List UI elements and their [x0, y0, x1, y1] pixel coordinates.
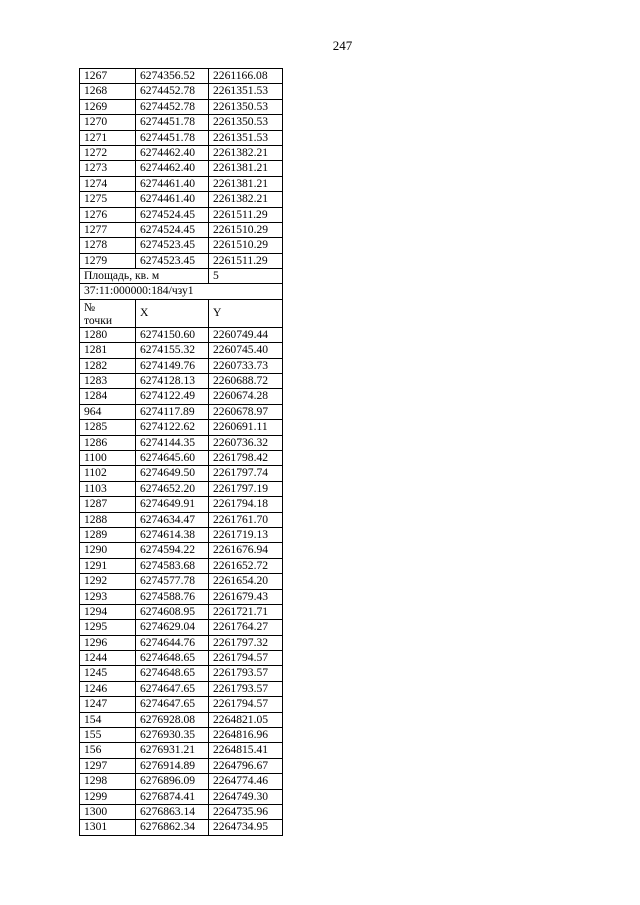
y-coordinate-cell: 2261511.29	[209, 253, 283, 268]
x-coordinate-cell: 6274647.65	[136, 697, 209, 712]
table-row	[80, 69, 283, 84]
x-coordinate-cell: 6274649.50	[136, 466, 209, 481]
point-number-cell: 1272	[80, 145, 136, 160]
point-number-cell: 1300	[80, 804, 136, 819]
parcel-id: 37:11:000000:184/чзу1	[80, 284, 283, 299]
coordinates-block-2	[80, 327, 283, 835]
y-coordinate-cell: 2261351.53	[209, 130, 283, 145]
y-coordinate-cell: 2264796.67	[209, 758, 283, 773]
y-coordinate-cell: 2261382.21	[209, 145, 283, 160]
y-coordinate-cell: 2260674.28	[209, 389, 283, 404]
point-number-cell: 1267	[80, 69, 136, 84]
point-number-cell: 1102	[80, 466, 136, 481]
table-row	[80, 435, 283, 450]
table-row	[80, 743, 283, 758]
y-coordinate-cell: 2261350.53	[209, 115, 283, 130]
table-row	[80, 327, 283, 342]
table-row	[80, 404, 283, 419]
table-row	[80, 589, 283, 604]
x-coordinate-cell: 6274645.60	[136, 450, 209, 465]
x-coordinate-cell: 6276931.21	[136, 743, 209, 758]
y-coordinate-cell: 2261761.70	[209, 512, 283, 527]
x-coordinate-cell: 6274461.40	[136, 176, 209, 191]
point-number-cell: 1281	[80, 343, 136, 358]
y-coordinate-cell: 2260688.72	[209, 374, 283, 389]
point-number-cell: 1282	[80, 358, 136, 373]
point-number-cell: 1297	[80, 758, 136, 773]
coordinates-table	[79, 68, 283, 836]
y-coordinate-cell: 2261797.19	[209, 481, 283, 496]
point-number-cell: 1286	[80, 435, 136, 450]
y-coordinate-cell: 2261382.21	[209, 192, 283, 207]
y-coordinate-cell: 2261797.74	[209, 466, 283, 481]
table-row	[80, 99, 283, 114]
table-row	[80, 420, 283, 435]
x-coordinate-cell: 6274122.62	[136, 420, 209, 435]
point-number-header-line1: №	[84, 300, 96, 314]
point-number-cell: 1246	[80, 681, 136, 696]
table-row	[80, 238, 283, 253]
x-coordinate-cell: 6274117.89	[136, 404, 209, 419]
point-number-cell: 1287	[80, 497, 136, 512]
table-row	[80, 145, 283, 160]
y-coordinate-cell: 2261510.29	[209, 238, 283, 253]
table-row	[80, 497, 283, 512]
x-coordinate-cell: 6274461.40	[136, 192, 209, 207]
y-coordinate-cell: 2261351.53	[209, 84, 283, 99]
point-number-header-line2: точки	[84, 313, 113, 327]
table-row	[80, 820, 283, 835]
y-coordinate-cell: 2261166.08	[209, 69, 283, 84]
parcel-id-row	[80, 284, 283, 299]
table-row	[80, 374, 283, 389]
point-number-cell: 1245	[80, 666, 136, 681]
table-row	[80, 789, 283, 804]
x-coordinate-cell: 6274634.47	[136, 512, 209, 527]
table-row	[80, 192, 283, 207]
point-number-header	[80, 299, 136, 327]
point-number-cell: 964	[80, 404, 136, 419]
area-row	[80, 269, 283, 284]
y-coordinate-cell: 2260691.11	[209, 420, 283, 435]
x-coordinate-cell: 6276896.09	[136, 774, 209, 789]
table-row	[80, 681, 283, 696]
y-coordinate-cell: 2261764.27	[209, 620, 283, 635]
x-coordinate-cell: 6274648.65	[136, 666, 209, 681]
point-number-cell: 1268	[80, 84, 136, 99]
y-coordinate-cell: 2261793.57	[209, 666, 283, 681]
y-coordinate-cell: 2261676.94	[209, 543, 283, 558]
y-coordinate-cell: 2261350.53	[209, 99, 283, 114]
y-coordinate-cell: 2261719.13	[209, 527, 283, 542]
point-number-cell: 1100	[80, 450, 136, 465]
table-row	[80, 161, 283, 176]
table-row	[80, 358, 283, 373]
y-coordinate-cell: 2264734.95	[209, 820, 283, 835]
table-row	[80, 481, 283, 496]
table-row	[80, 728, 283, 743]
point-number-cell: 1293	[80, 589, 136, 604]
point-number-cell: 1299	[80, 789, 136, 804]
y-coordinate-cell: 2261679.43	[209, 589, 283, 604]
y-coordinate-cell: 2261797.32	[209, 635, 283, 650]
y-coordinate-cell: 2260745.40	[209, 343, 283, 358]
x-coordinate-cell: 6274149.76	[136, 358, 209, 373]
table-row	[80, 389, 283, 404]
x-coordinate-cell: 6274523.45	[136, 238, 209, 253]
table-row	[80, 207, 283, 222]
x-coordinate-cell: 6274648.65	[136, 651, 209, 666]
table-row	[80, 176, 283, 191]
x-coordinate-cell: 6274150.60	[136, 327, 209, 342]
y-coordinate-cell: 2261794.57	[209, 651, 283, 666]
y-coordinate-cell: 2260749.44	[209, 327, 283, 342]
point-number-cell: 1278	[80, 238, 136, 253]
y-coordinate-cell: 2264735.96	[209, 804, 283, 819]
point-number-cell: 1273	[80, 161, 136, 176]
y-coordinate-cell: 2261654.20	[209, 574, 283, 589]
table-row	[80, 697, 283, 712]
y-coordinate-cell: 2261381.21	[209, 176, 283, 191]
y-coordinate-cell: 2264821.05	[209, 712, 283, 727]
area-value: 5	[209, 269, 283, 284]
x-coordinate-cell: 6274583.68	[136, 558, 209, 573]
table-row	[80, 804, 283, 819]
table-row	[80, 558, 283, 573]
x-coordinate-cell: 6274452.78	[136, 84, 209, 99]
point-number-cell: 1247	[80, 697, 136, 712]
parcel-info	[80, 269, 283, 328]
table-row	[80, 620, 283, 635]
x-coordinate-cell: 6274652.20	[136, 481, 209, 496]
table-row	[80, 253, 283, 268]
table-row	[80, 130, 283, 145]
point-number-cell: 155	[80, 728, 136, 743]
y-coordinate-cell: 2261510.29	[209, 222, 283, 237]
x-coordinate-cell: 6274452.78	[136, 99, 209, 114]
point-number-cell: 154	[80, 712, 136, 727]
point-number-cell: 1103	[80, 481, 136, 496]
y-coordinate-cell: 2261511.29	[209, 207, 283, 222]
table-row	[80, 512, 283, 527]
x-coordinate-cell: 6274122.49	[136, 389, 209, 404]
y-coordinate-cell: 2264774.46	[209, 774, 283, 789]
table-row	[80, 635, 283, 650]
point-number-cell: 1289	[80, 527, 136, 542]
y-coordinate-cell: 2261652.72	[209, 558, 283, 573]
point-number-cell: 1279	[80, 253, 136, 268]
table-row	[80, 222, 283, 237]
x-coordinate-cell: 6274462.40	[136, 161, 209, 176]
point-number-cell: 156	[80, 743, 136, 758]
point-number-cell: 1280	[80, 327, 136, 342]
table-row	[80, 543, 283, 558]
y-coordinate-cell: 2260678.97	[209, 404, 283, 419]
table-row	[80, 666, 283, 681]
point-number-cell: 1276	[80, 207, 136, 222]
x-coordinate-cell: 6274524.45	[136, 222, 209, 237]
x-coordinate-cell: 6274588.76	[136, 589, 209, 604]
point-number-cell: 1277	[80, 222, 136, 237]
table-row	[80, 758, 283, 773]
x-coordinate-cell: 6274629.04	[136, 620, 209, 635]
x-coordinate-cell: 6274128.13	[136, 374, 209, 389]
x-coordinate-cell: 6274614.38	[136, 527, 209, 542]
x-coordinate-cell: 6274356.52	[136, 69, 209, 84]
table-row	[80, 574, 283, 589]
x-coordinate-cell: 6274644.76	[136, 635, 209, 650]
table-row	[80, 712, 283, 727]
x-coordinate-cell: 6274451.78	[136, 130, 209, 145]
x-coordinate-cell: 6274608.95	[136, 604, 209, 619]
x-coordinate-cell: 6276914.89	[136, 758, 209, 773]
x-coordinate-cell: 6276874.41	[136, 789, 209, 804]
y-header: Y	[209, 299, 283, 327]
point-number-cell: 1271	[80, 130, 136, 145]
point-number-cell: 1294	[80, 604, 136, 619]
table-row	[80, 651, 283, 666]
x-header: X	[136, 299, 209, 327]
table-row	[80, 343, 283, 358]
x-coordinate-cell: 6274647.65	[136, 681, 209, 696]
y-coordinate-cell: 2261794.57	[209, 697, 283, 712]
point-number-cell: 1296	[80, 635, 136, 650]
point-number-cell: 1301	[80, 820, 136, 835]
point-number-cell: 1275	[80, 192, 136, 207]
table-row	[80, 774, 283, 789]
point-number-cell: 1295	[80, 620, 136, 635]
table-row	[80, 604, 283, 619]
point-number-cell: 1244	[80, 651, 136, 666]
page-number: 247	[332, 38, 353, 53]
y-coordinate-cell: 2261381.21	[209, 161, 283, 176]
y-coordinate-cell: 2264815.41	[209, 743, 283, 758]
x-coordinate-cell: 6276862.34	[136, 820, 209, 835]
point-number-cell: 1283	[80, 374, 136, 389]
table-row	[80, 527, 283, 542]
table-row	[80, 115, 283, 130]
table-row	[80, 450, 283, 465]
x-coordinate-cell: 6276930.35	[136, 728, 209, 743]
y-coordinate-cell: 2264749.30	[209, 789, 283, 804]
table-row	[80, 84, 283, 99]
point-number-cell: 1292	[80, 574, 136, 589]
table-row	[80, 466, 283, 481]
point-number-cell: 1298	[80, 774, 136, 789]
point-number-cell: 1274	[80, 176, 136, 191]
x-coordinate-cell: 6274462.40	[136, 145, 209, 160]
y-coordinate-cell: 2261794.18	[209, 497, 283, 512]
header-row	[80, 299, 283, 327]
x-coordinate-cell: 6276928.08	[136, 712, 209, 727]
x-coordinate-cell: 6276863.14	[136, 804, 209, 819]
point-number-cell: 1285	[80, 420, 136, 435]
coordinates-block-1	[80, 69, 283, 269]
x-coordinate-cell: 6274523.45	[136, 253, 209, 268]
point-number-cell: 1269	[80, 99, 136, 114]
point-number-cell: 1288	[80, 512, 136, 527]
area-label: Площадь, кв. м	[80, 269, 209, 284]
x-coordinate-cell: 6274594.22	[136, 543, 209, 558]
point-number-cell: 1290	[80, 543, 136, 558]
x-coordinate-cell: 6274144.35	[136, 435, 209, 450]
y-coordinate-cell: 2264816.96	[209, 728, 283, 743]
x-coordinate-cell: 6274155.32	[136, 343, 209, 358]
x-coordinate-cell: 6274649.91	[136, 497, 209, 512]
x-coordinate-cell: 6274577.78	[136, 574, 209, 589]
y-coordinate-cell: 2261793.57	[209, 681, 283, 696]
y-coordinate-cell: 2261721.71	[209, 604, 283, 619]
x-coordinate-cell: 6274524.45	[136, 207, 209, 222]
point-number-cell: 1270	[80, 115, 136, 130]
point-number-cell: 1284	[80, 389, 136, 404]
y-coordinate-cell: 2260736.32	[209, 435, 283, 450]
y-coordinate-cell: 2260733.73	[209, 358, 283, 373]
x-coordinate-cell: 6274451.78	[136, 115, 209, 130]
point-number-cell: 1291	[80, 558, 136, 573]
y-coordinate-cell: 2261798.42	[209, 450, 283, 465]
